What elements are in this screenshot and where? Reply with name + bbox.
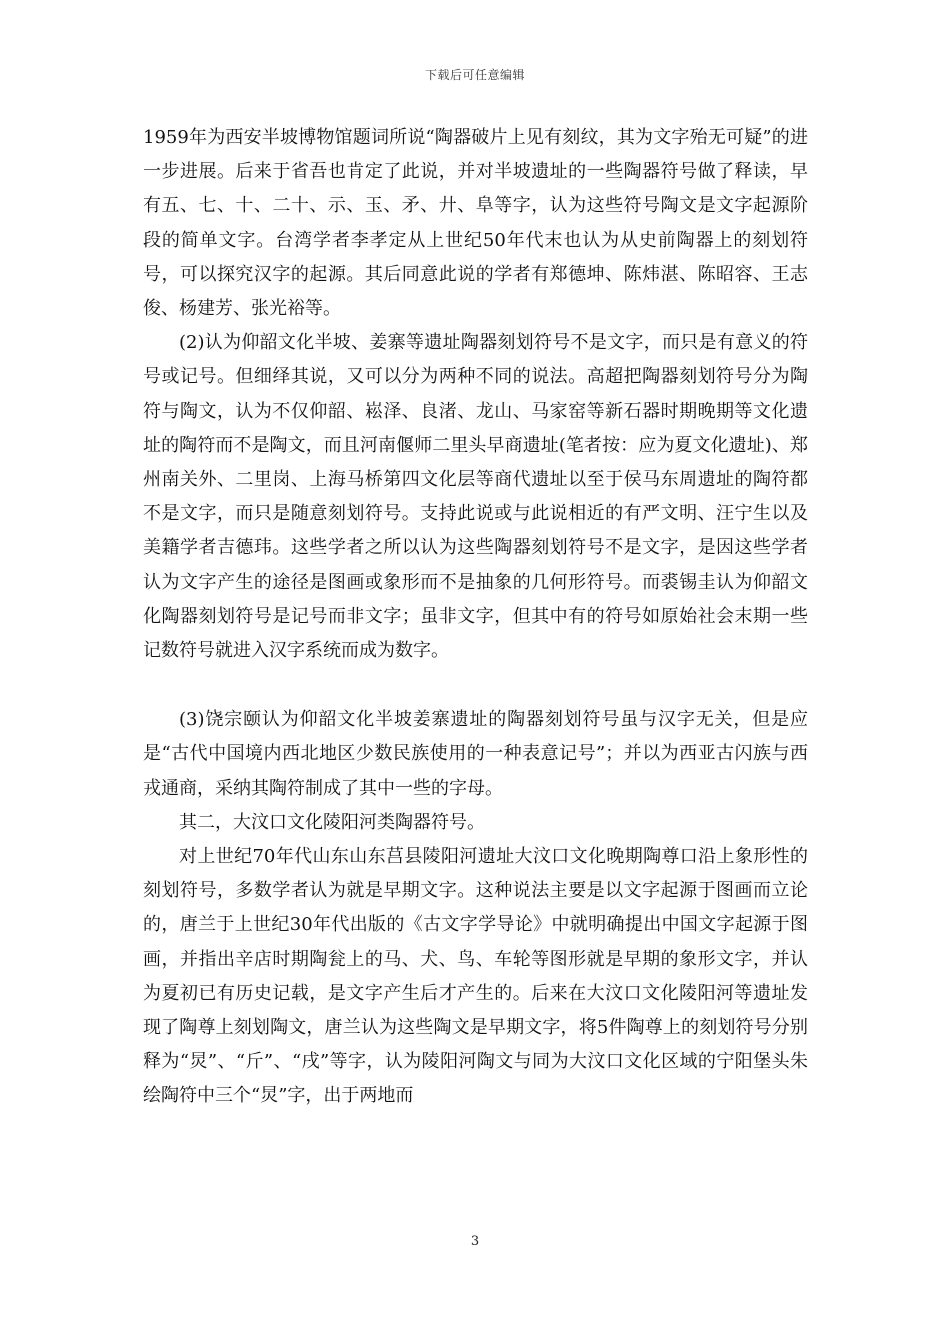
page-number: 3	[470, 1234, 480, 1249]
paragraph-continuation: 1959年为西安半坡博物馆题词所说“陶器破片上见有刻纹，其为文字殆无可疑”的进一步进展。后来于省吾也肯定了此说，并对半坡遗址的一些陶器符号做了释读，早有五、七、十、二十、示、玉、矛、廾、阜等字，认为这些符号陶文是文字起源阶段的简单文字。台湾学者李孝定从上世纪50年代末也认为从史前陶器上的刻划符号，可以探究汉字的起源。其后同意此说的学者有郑德坤、陈炜湛、陈昭容、王志俊、杨建芳、张光裕等。	[143, 127, 808, 320]
paragraph-lingyanghe: 对上世纪70年代山东山东莒县陵阳河遗址大汶口文化晚期陶尊口沿上象形性的刻划符号，多数学者认为就是早期文字。这种说法主要是以文字起源于图画而立论的，唐兰于上世纪30年代出版的《古文字学导论》中就明确提出中国文字起源于图画，并指出辛店时期陶瓮上的马、犬、鸟、车轮等图形就是早期的象形文字，并认为夏初已有历史记载，是文字产生后才产生的。后来在大汶口文化陵阳河等遗址发现了陶尊上刻划陶文，唐兰认为这些陶文是早期文字，将5件陶尊上的刻划符号分别释为“炅”、“斤”、“戌”等字，认为陵阳河陶文与同为大汶口文化区域的宁阳堡头朱绘陶符中三个“炅”字，出于两地而	[143, 846, 808, 1107]
paragraph-point-2: (2)认为仰韶文化半坡、姜寨等遗址陶器刻划符号不是文字，而只是有意义的符号或记号。但细绎其说，又可以分为两种不同的说法。高超把陶器刻划符号分为陶符与陶文，认为不仅仰韶、崧泽、良渚、龙山、马家窑等新石器时期晚期等文化遗址的陶符而不是陶文，而且河南偃师二里头早商遗址(笔者按：应为夏文化遗址)、郑州南关外、二里岗、上海马桥第四文化层等商代遗址以至于侯马东周遗址的陶符都不是文字，而只是随意刻划符号。支持此说或与此说相近的有严文明、汪宁生以及美籍学者吉德玮。这些学者之所以认为这些陶器刻划符号不是文字，是因这些学者认为文字产生的途径是图画或象形而不是抽象的几何形符号。而裘锡圭认为仰韶文化陶器刻划符号是记号而非文字；虽非文字，但其中有的符号如原始社会末期一些记数符号就进入汉字系统而成为数字。	[143, 332, 808, 662]
paragraph-section-heading: 其二，大汶口文化陵阳河类陶器符号。	[179, 811, 485, 833]
document-body	[143, 121, 808, 1114]
paragraph-point-3: (3)饶宗颐认为仰韶文化半坡姜寨遗址的陶器刻划符号虽与汉字无关，但是应是“古代中国境内西北地区少数民族使用的一种表意记号”；并以为西亚古闪族与西戎通商，采纳其陶符制成了其中一些的字母。	[143, 709, 808, 799]
page-header: 下载后可任意编辑	[424, 68, 525, 82]
